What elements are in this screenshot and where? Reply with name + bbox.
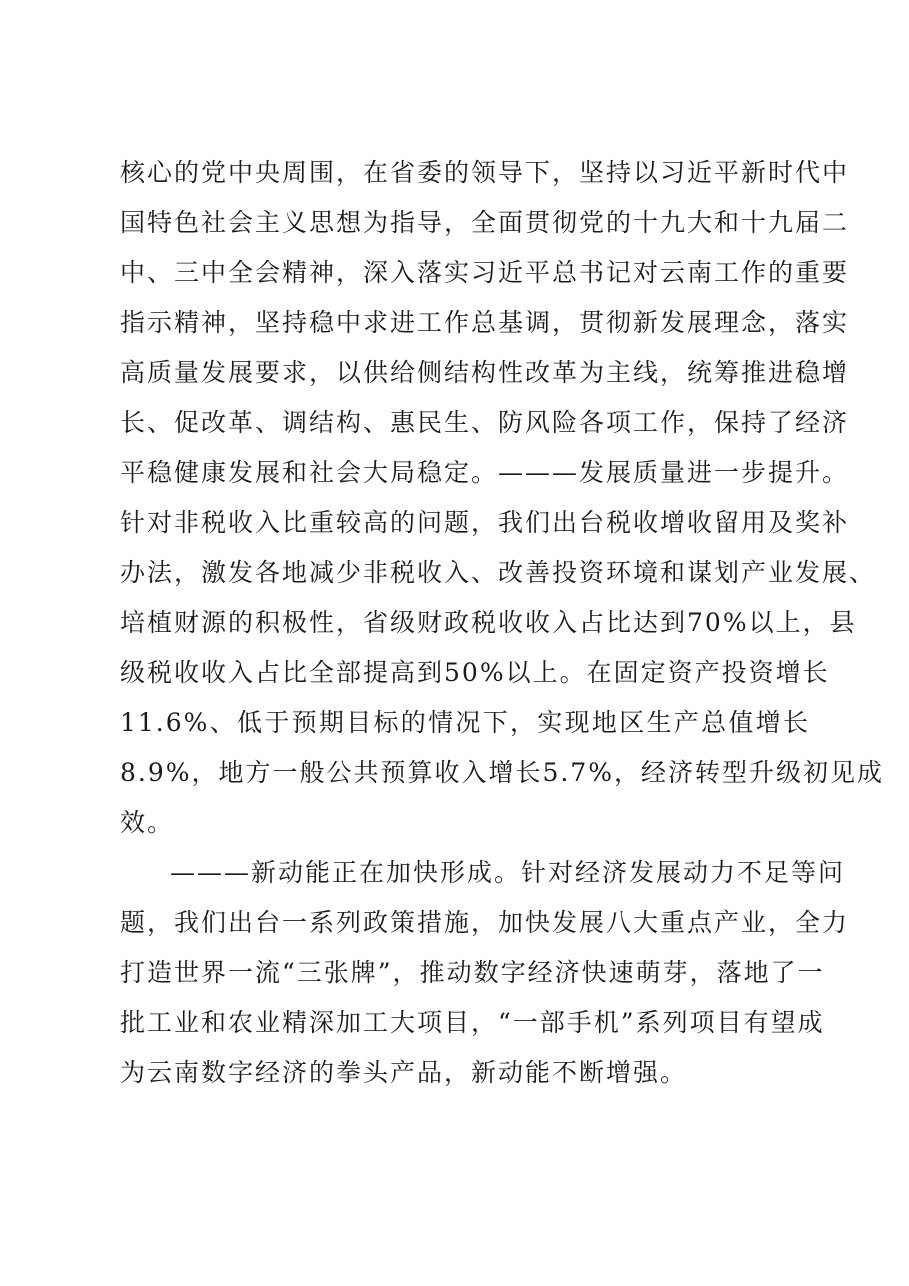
text-line: 国特色社会主义思想为指导，全面贯彻党的十九大和十九届二 [120, 208, 850, 237]
body-text [120, 148, 885, 1098]
text-line: 高质量发展要求，以供给侧结构性改革为主线，统筹推进稳增 [120, 358, 850, 387]
text-line: 题，我们出台一系列政策措施，加快发展八大重点产业，全力 [120, 908, 850, 937]
text-line: 办法，激发各地减少非税收入、改善投资环境和谋划产业发展、 [120, 558, 877, 587]
paragraph-first-line: ———新动能正在加快形成。针对经济发展动力不足等问 [170, 858, 846, 887]
text-line: 针对非税收入比重较高的问题，我们出台税收增收留用及奖补 [120, 508, 850, 537]
text-line: 平稳健康发展和社会大局稳定。———发展质量进一步提升。 [120, 458, 850, 487]
text-line: 核心的党中央周围，在省委的领导下，坚持以习近平新时代中 [120, 158, 850, 187]
text-line: 长、促改革、调结构、惠民生、防风险各项工作，保持了经济 [120, 408, 850, 437]
text-line: 为云南数字经济的拳头产品，新动能不断增强。 [120, 1058, 688, 1087]
text-line: 中、三中全会精神，深入落实习近平总书记对云南工作的重要 [120, 258, 850, 287]
text-line: 级税收收入占比全部提高到50%以上。在固定资产投资增长 [120, 658, 830, 687]
text-line: 11.6%、低于预期目标的情况下，实现地区生产总值增长 [120, 708, 810, 737]
text-line: 打造世界一流“三张牌”，推动数字经济快速萌芽，落地了一 [120, 958, 825, 987]
text-line: 8.9%，地方一般公共预算收入增长5.7%，经济转型升级初见成 [120, 758, 885, 787]
text-line: 批工业和农业精深加工大项目，“一部手机”系列项目有望成 [120, 1008, 825, 1037]
text-line: 效。 [120, 808, 175, 837]
text-line: 指示精神，坚持稳中求进工作总基调，贯彻新发展理念，落实 [120, 308, 850, 337]
text-line: 培植财源的积极性，省级财政税收收入占比达到70%以上，县 [120, 608, 857, 637]
